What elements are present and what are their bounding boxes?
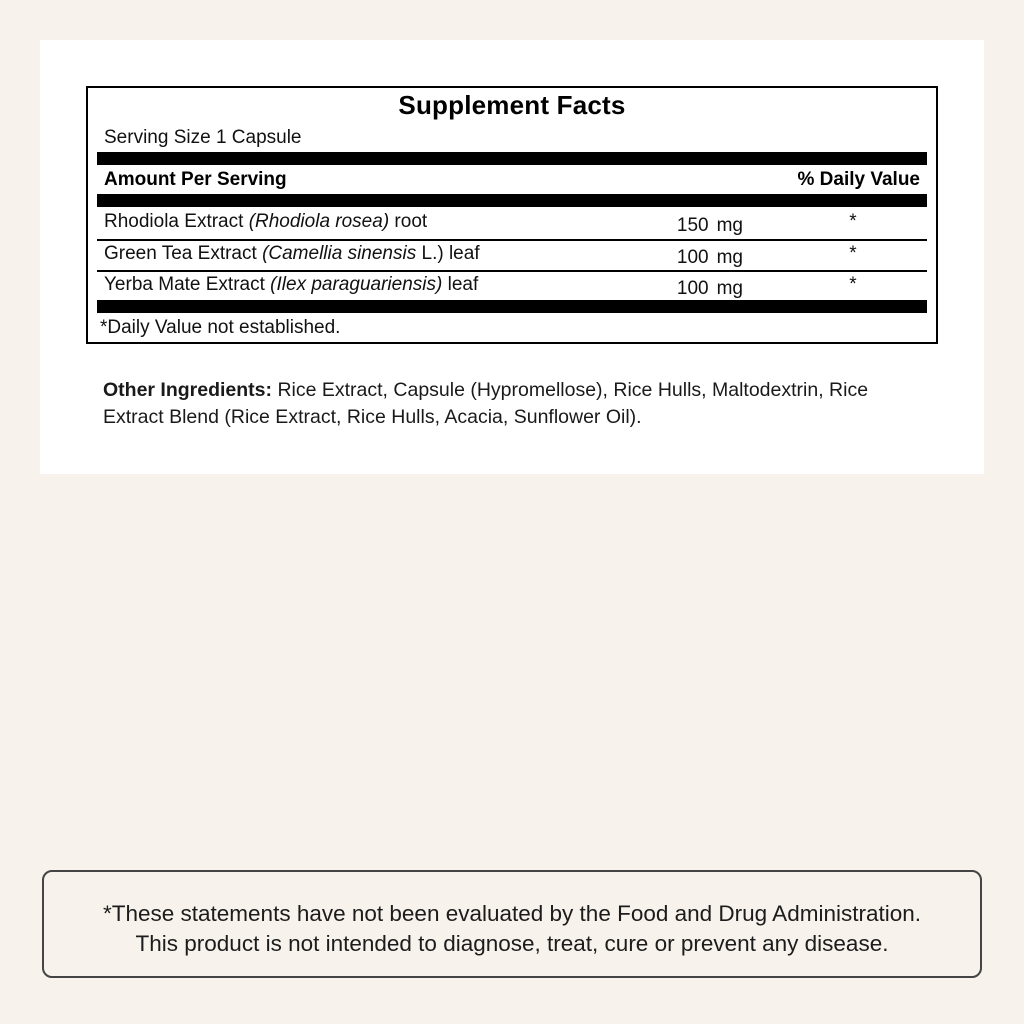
other-ingredients-label: Other Ingredients:: [103, 379, 273, 401]
ingredient-name: Rhodiola Extract (Rhodiola rosea) root: [104, 211, 428, 232]
percent-daily-value-label: % Daily Value: [797, 169, 920, 190]
supplement-facts-title: Supplement Facts: [398, 90, 626, 120]
fda-disclaimer-line2: This product is not intended to diagnose, treat, cure or prevent any disease.: [135, 931, 889, 956]
fda-disclaimer-box: [42, 870, 982, 978]
fda-disclaimer-line1: *These statements have not been evaluated by the Food and Drug Administration.: [102, 901, 921, 926]
amount-per-serving-label: Amount Per Serving: [104, 169, 287, 190]
ingredient-daily-value: *: [849, 211, 857, 232]
ingredient-amount: 100 mg: [676, 278, 743, 299]
ingredient-daily-value: *: [849, 243, 857, 264]
serving-size-text: Serving Size 1 Capsule: [104, 127, 302, 148]
ingredient-name: Yerba Mate Extract (Ilex paraguariensis) leaf: [104, 274, 479, 295]
row-divider-line: [97, 239, 927, 241]
supplement-facts-panel: [86, 86, 938, 344]
ingredient-daily-value: *: [849, 274, 857, 295]
daily-value-footnote: *Daily Value not established.: [100, 317, 341, 338]
thick-divider-bar-header: [97, 194, 927, 207]
ingredient-row-green-tea: [88, 243, 936, 270]
ingredient-amount: 100 mg: [676, 247, 743, 268]
other-ingredients-text: Rice Extract, Capsule (Hypromellose), Rice Hulls, Maltodextrin, Rice Extract Blend (Rice Extract, Rice Hulls, Acacia, Sunflower Oil).: [103, 379, 869, 428]
ingredient-amount: 150 mg: [676, 215, 743, 236]
row-divider-line: [97, 270, 927, 272]
thick-divider-bar-bottom: [97, 300, 927, 313]
other-ingredients-paragraph: [103, 377, 918, 431]
label-card: [40, 40, 984, 474]
ingredient-name: Green Tea Extract (Camellia sinensis L.) leaf: [104, 243, 480, 264]
ingredient-row-rhodiola: [88, 211, 936, 238]
ingredient-row-yerba-mate: [88, 274, 936, 301]
thick-divider-bar-top: [97, 152, 927, 165]
facts-header-row: [104, 169, 920, 191]
